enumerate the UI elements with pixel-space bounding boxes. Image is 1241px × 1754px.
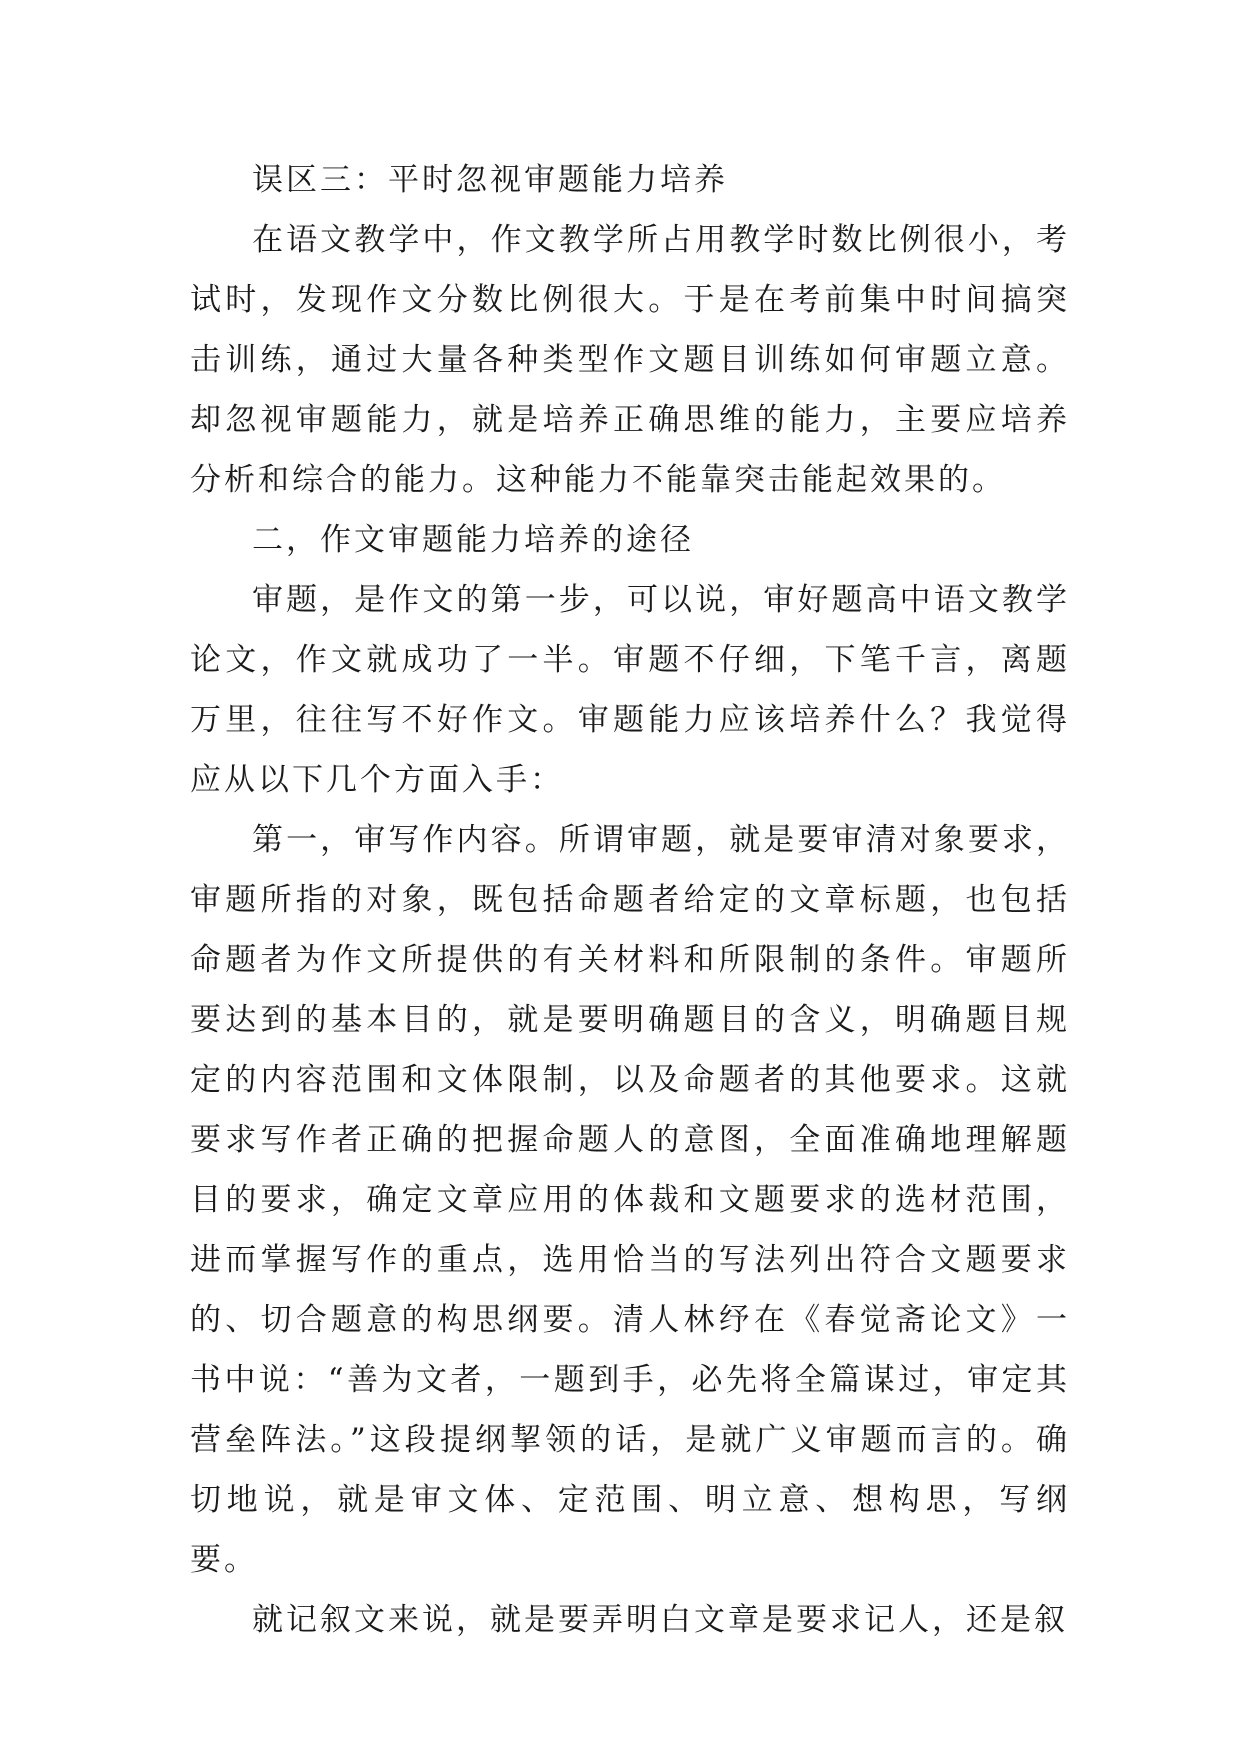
paragraph-body: 第一，审写作内容。所谓审题，就是要审清对象要求，审题所指的对象，既包括命题者给定的文章标题，也包括命题者为作文所提供的有关材料和所限制的条件。审题所要达到的基本目的，就是要明确题目的含义，明确题目规定的内容范围和文体限制，以及命题者的其他要求。这就要求写作者正确的把握命题人的意图，全面准确地理解题目的要求，确定文章应用的体裁和文题要求的选材范围，进而掌握写作的重点，选用恰当的写法列出符合文题要求的、切合题意的构思纲要。清人林纾在《春觉斋论文》一书中说：“善为文者，一题到手，必先将全篇谋过，审定其营垒阵法。”这段提纲挈领的话，是就广义审题而言的。确切地说，就是审文体、定范围、明立意、想构思，写纲要。 xyxy=(190,822,1070,1578)
paragraph-heading-section-two: 二，作文审题能力培养的途径 xyxy=(252,522,694,558)
paragraph-body: 在语文教学中，作文教学所占用教学时数比例很小，考试时，发现作文分数比例很大。于是在考前集中时间搞突击训练，通过大量各种类型作文题目训练如何审题立意。却忽视审题能力，就是培养正确思维的能力，主要应培养分析和综合的能力。这种能力不能靠突击能起效果的。 xyxy=(190,222,1070,498)
paragraph-heading-misconception-three: 误区三：平时忽视审题能力培养 xyxy=(252,162,728,198)
paragraph-body: 审题，是作文的第一步，可以说，审好题高中语文教学论文，作文就成功了一半。审题不仔细，下笔千言，离题万里，往往写不好作文。审题能力应该培养什么？我觉得应从以下几个方面入手： xyxy=(190,582,1070,798)
paragraph-body: 就记叙文来说，就是要弄明白文章是要求记人，还是叙 xyxy=(252,1602,1068,1638)
document-body xyxy=(190,150,1070,1650)
